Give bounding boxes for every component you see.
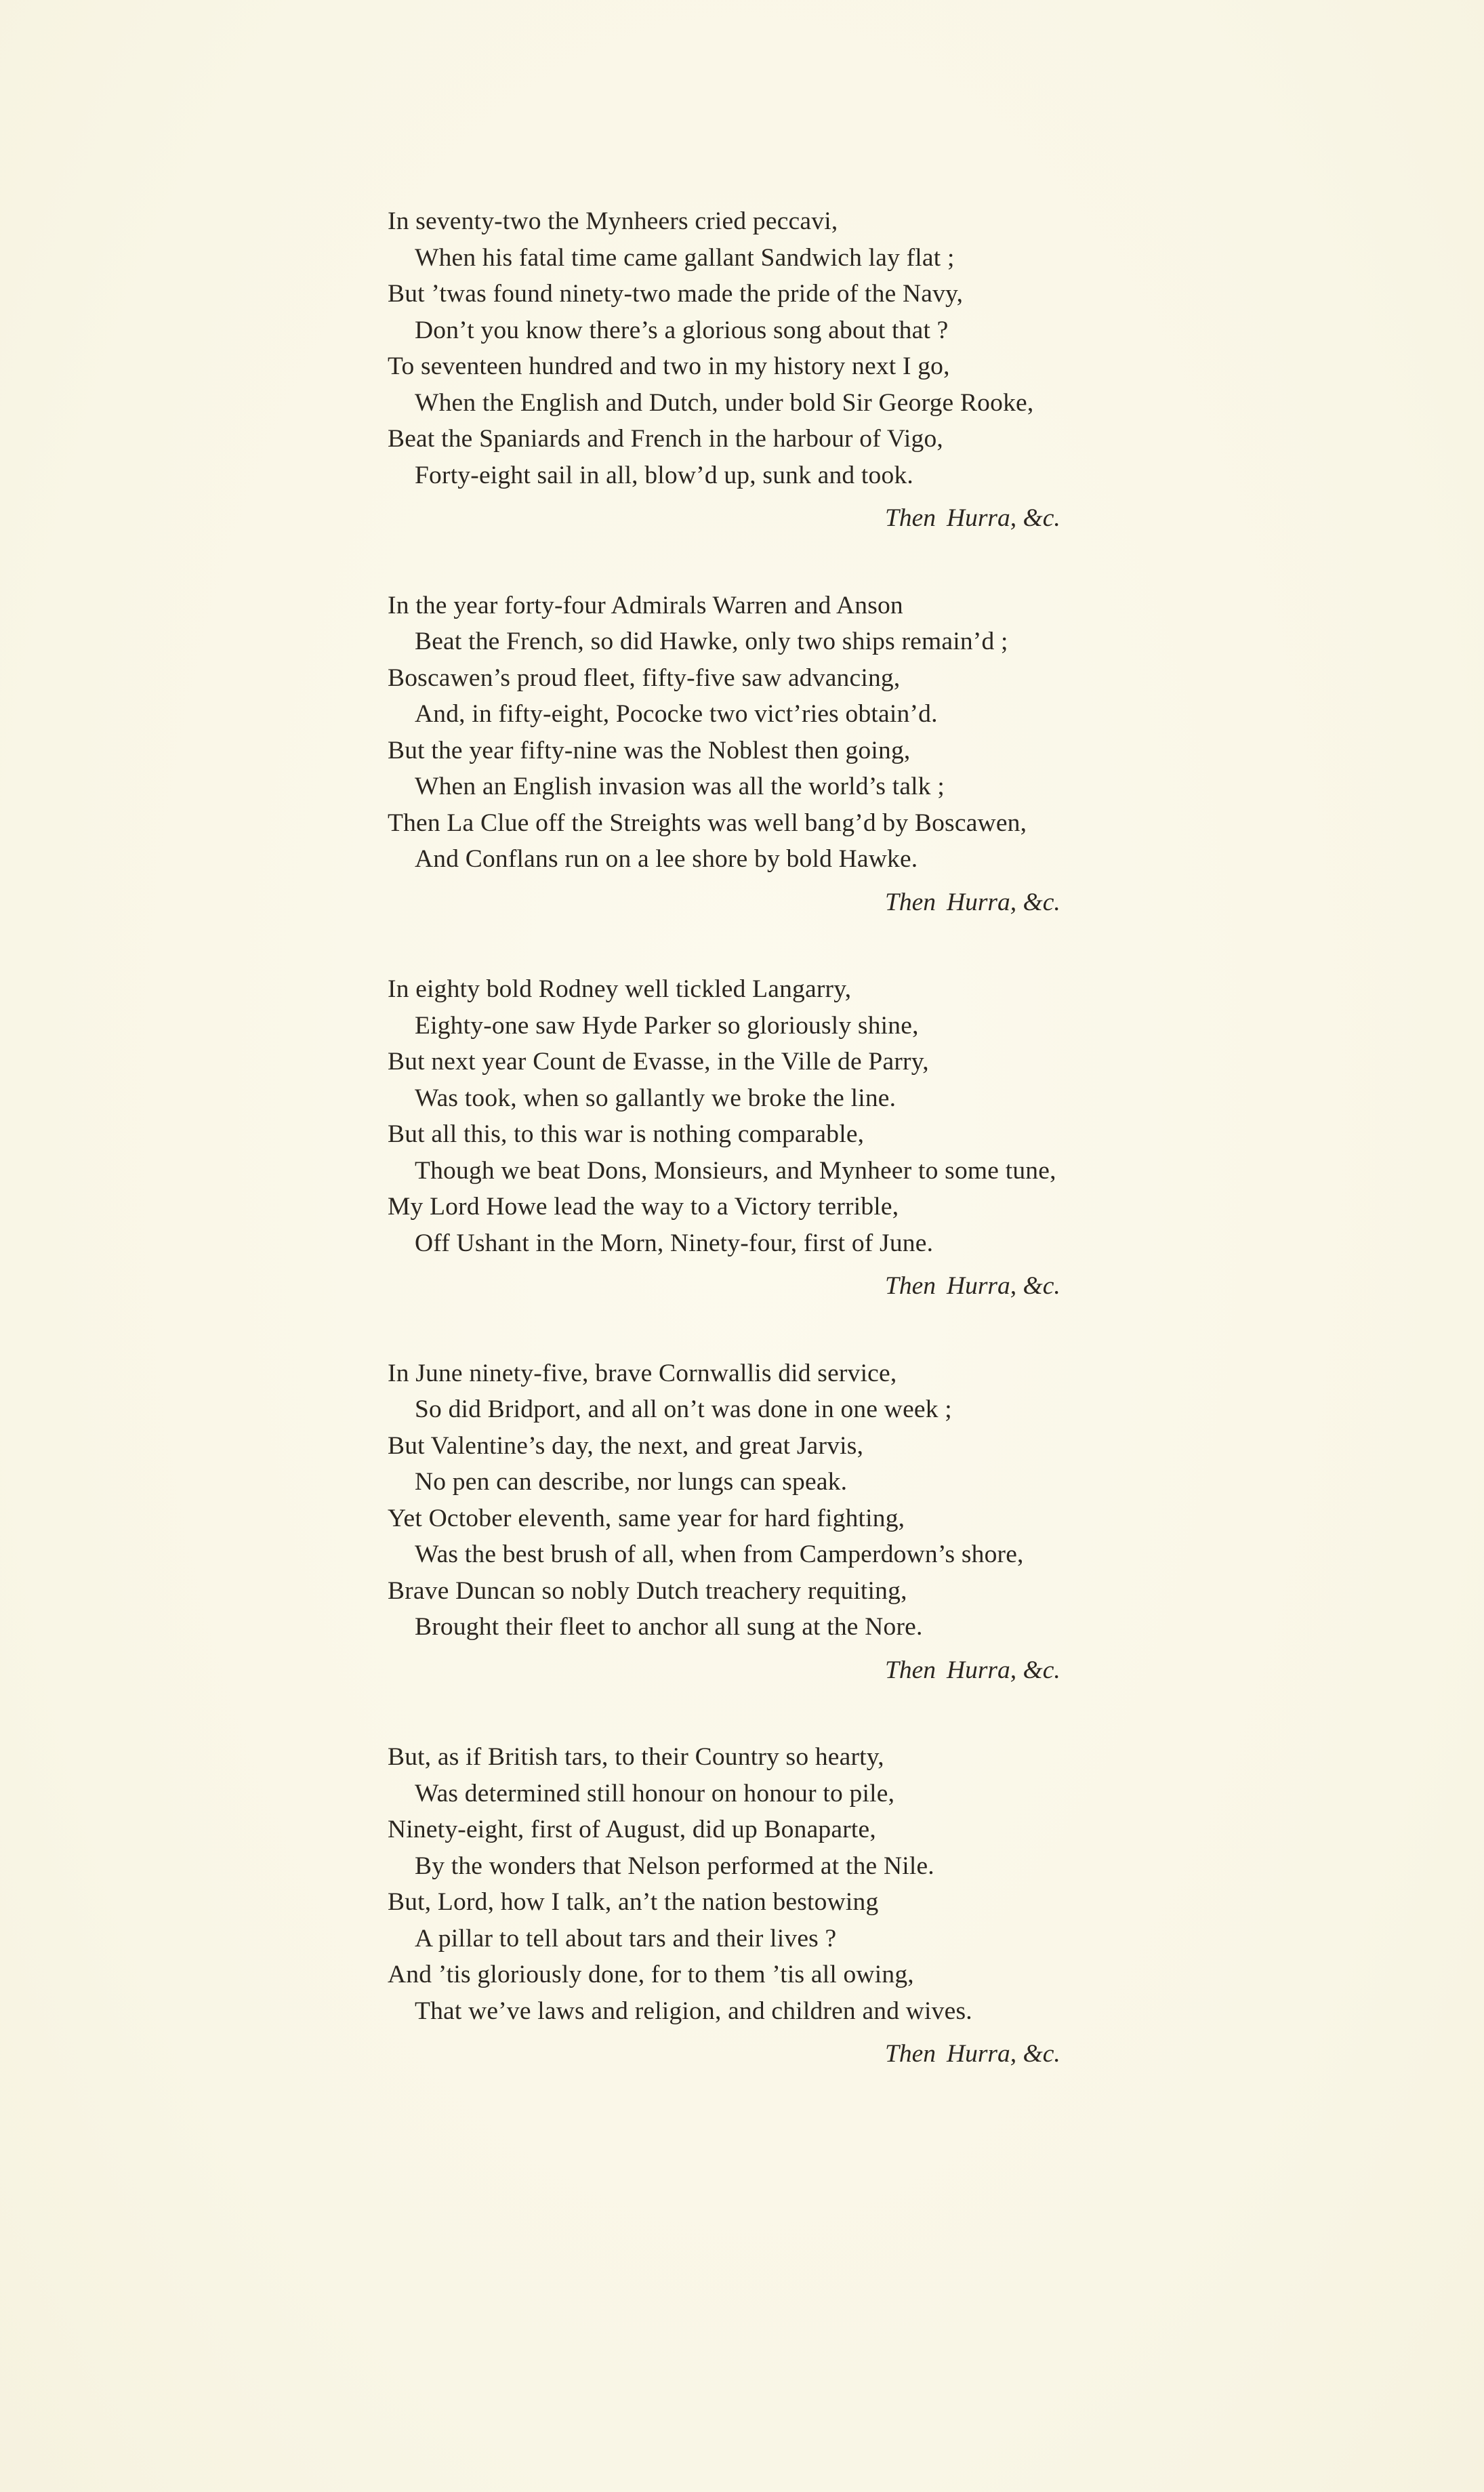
refrain-etc: &c.: [1023, 1272, 1060, 1300]
refrain-hurra: Hurra,: [947, 1656, 1017, 1684]
verse-line: But ’twas found ninety-two made the pride of the Navy,: [388, 280, 964, 308]
verse-line: But, as if British tars, to their Country so hearty,: [388, 1743, 884, 1771]
refrain-then: Then: [885, 2040, 936, 2068]
verse-line: But next year Count de Evasse, in the Ville de Parry,: [388, 1048, 929, 1076]
verse-line: No pen can describe, nor lungs can speak.: [415, 1468, 848, 1496]
verse-line: Boscawen’s proud fleet, fifty-five saw advancing,: [388, 663, 901, 692]
verse-line: Don’t you know there’s a glorious song about that ?: [415, 316, 949, 344]
verse-line: In seventy-two the Mynheers cried peccavi,: [388, 207, 838, 235]
verse-line: In the year forty-four Admirals Warren and Anson: [388, 591, 903, 619]
verse-line: That we’ve laws and religion, and children and wives.: [415, 1997, 972, 2025]
verse-line: But Valentine’s day, the next, and great Jarvis,: [388, 1431, 864, 1460]
verse-line: So did Bridport, and all on’t was done in one week ;: [415, 1395, 952, 1423]
refrain: [388, 884, 1431, 921]
refrain-hurra: Hurra,: [947, 888, 1017, 916]
verse-line: A pillar to tell about tars and their lives ?: [415, 1924, 837, 1953]
refrain-then: Then: [885, 504, 936, 532]
refrain: [388, 1652, 1431, 1689]
verse-line: When the English and Dutch, under bold Sir George Rooke,: [415, 388, 1034, 417]
stanza-4: [388, 1355, 1431, 1689]
verse-line: In eighty bold Rodney well tickled Langarry,: [388, 975, 852, 1003]
verse-line: Beat the French, so did Hawke, only two ships remain’d ;: [415, 628, 1008, 655]
stanza-3: [388, 971, 1431, 1305]
verse-line: And Conflans run on a lee shore by bold Hawke.: [415, 845, 918, 873]
refrain: [388, 500, 1431, 537]
refrain-then: Then: [885, 1656, 936, 1684]
verse-line: When his fatal time came gallant Sandwich lay flat ;: [415, 243, 955, 272]
refrain-hurra: Hurra,: [947, 504, 1017, 532]
verse-line: Brought their fleet to anchor all sung at the Nore.: [415, 1613, 923, 1641]
stanza-5: [388, 1739, 1431, 2072]
refrain-hurra: Hurra,: [947, 2040, 1017, 2068]
verse-line: Then La Clue off the Streights was well bang’d by Boscawen,: [388, 809, 1027, 837]
verse-line: When an English invasion was all the world’s talk ;: [415, 773, 945, 800]
verse-line: Forty-eight sail in all, blow’d up, sunk and took.: [415, 461, 913, 489]
verse-line: Though we beat Dons, Monsieurs, and Mynheer to some tune,: [415, 1156, 1056, 1185]
refrain-hurra: Hurra,: [947, 1272, 1017, 1300]
verse-line: Was took, when so gallantly we broke the line.: [415, 1084, 896, 1112]
verse-line: But the year fifty-nine was the Noblest then going,: [388, 736, 911, 764]
refrain: [388, 1268, 1431, 1305]
verse-line: Brave Duncan so nobly Dutch treachery requiting,: [388, 1576, 907, 1605]
refrain-then: Then: [885, 888, 936, 916]
verse-line: But all this, to this war is nothing comparable,: [388, 1120, 865, 1148]
verse-line: Was determined still honour on honour to pile,: [415, 1779, 895, 1807]
verse-line: Yet October eleventh, same year for hard fighting,: [388, 1504, 905, 1532]
verse-line: In June ninety-five, brave Cornwallis did service,: [388, 1359, 897, 1387]
refrain-etc: &c.: [1023, 504, 1060, 532]
verse-line: Off Ushant in the Morn, Ninety-four, first of June.: [415, 1229, 934, 1257]
stanza-2: [388, 588, 1431, 921]
refrain-then: Then: [885, 1272, 936, 1300]
refrain-etc: &c.: [1023, 2040, 1060, 2068]
refrain-etc: &c.: [1023, 1656, 1060, 1684]
verse-line: Ninety-eight, first of August, did up Bonaparte,: [388, 1816, 876, 1843]
poem: [388, 203, 1431, 2123]
verse-line: To seventeen hundred and two in my history next I go,: [388, 352, 950, 380]
refrain: [388, 2036, 1431, 2072]
verse-line: And, in fifty-eight, Pococke two vict’ries obtain’d.: [415, 700, 938, 728]
refrain-etc: &c.: [1023, 888, 1060, 916]
verse-line: My Lord Howe lead the way to a Victory terrible,: [388, 1193, 899, 1221]
verse-line: Eighty-one saw Hyde Parker so gloriously shine,: [415, 1011, 919, 1040]
verse-line: Beat the Spaniards and French in the harbour of Vigo,: [388, 425, 943, 453]
verse-line: By the wonders that Nelson performed at the Nile.: [415, 1852, 934, 1880]
verse-line: Was the best brush of all, when from Camperdown’s shore,: [415, 1540, 1024, 1568]
stanza-1: [388, 203, 1431, 537]
verse-line: And ’tis gloriously done, for to them ’tis all owing,: [388, 1961, 914, 1988]
verse-line: But, Lord, how I talk, an’t the nation bestowing: [388, 1888, 879, 1916]
